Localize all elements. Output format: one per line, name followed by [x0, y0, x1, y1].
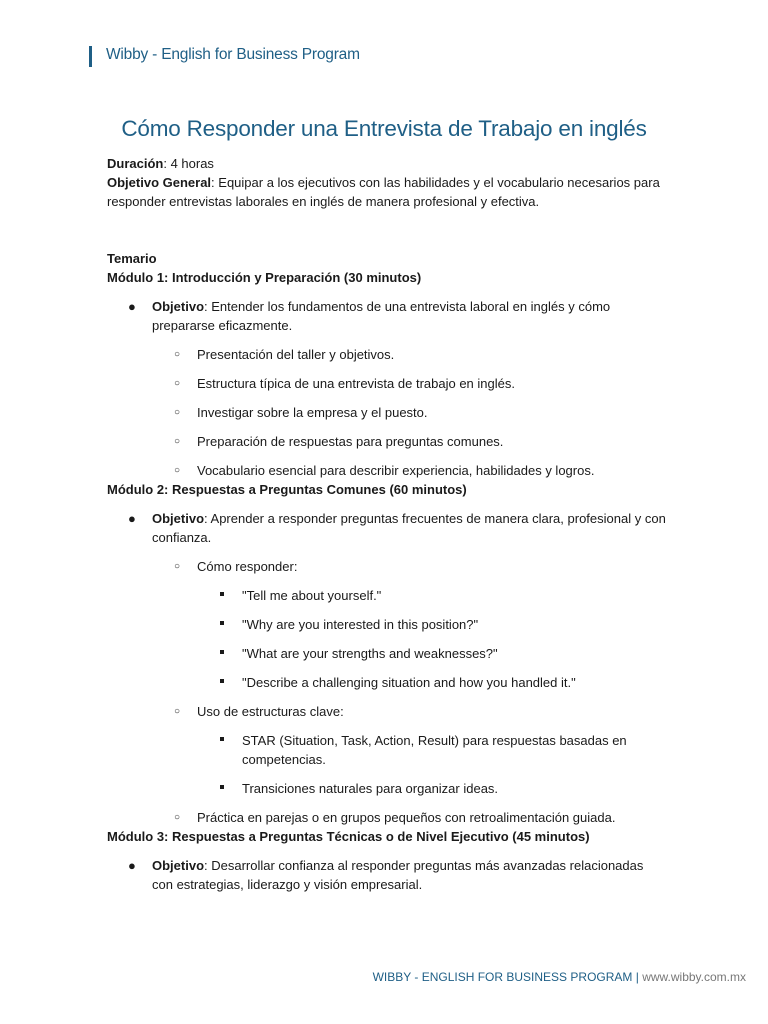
- list-subitem: STAR (Situation, Task, Action, Result) para respuestas basadas en competencias.: [107, 731, 667, 769]
- module-1-title: Módulo 1: Introducción y Preparación (30 minutos): [107, 270, 422, 285]
- bullet-icon: ●: [128, 511, 136, 526]
- page-footer: [373, 970, 746, 984]
- header-accent-bar: [89, 46, 92, 67]
- footer-separator: |: [632, 970, 643, 984]
- list-item: ○ Cómo responder:: [174, 559, 298, 574]
- module-1-objective: ● Objetivo: Entender los fundamentos de una entrevista laboral en inglés y cómo prepararse eficazmente.: [128, 299, 611, 333]
- duration-line: [107, 154, 667, 173]
- list-subitem: "Tell me about yourself.": [107, 586, 667, 605]
- list-item: ○ Uso de estructuras clave:: [174, 704, 344, 719]
- list-item: ○ Vocabulario esencial para describir experiencia, habilidades y logros.: [174, 463, 595, 478]
- header-title: Wibby - English for Business Program: [106, 46, 360, 63]
- list-item: ○ Preparación de respuestas para preguntas comunes.: [174, 434, 504, 449]
- list-item: ○ Investigar sobre la empresa y el puesto.: [174, 405, 428, 420]
- circle-bullet-icon: ○: [174, 349, 181, 360]
- duration-value: : 4 horas: [163, 156, 214, 171]
- module-3-objective: ● Objetivo: Desarrollar confianza al responder preguntas más avanzadas relacionadas con estrategias, liderazgo y visión empresarial.: [128, 858, 644, 892]
- objective-value: : Equipar a los ejecutivos con las habilidades y el vocabulario necesarios para responder entrevistas laborales en inglés de manera profesional y efectiva.: [107, 175, 660, 209]
- list-subitem: "Describe a challenging situation and how you handled it.": [107, 673, 667, 692]
- circle-bullet-icon: ○: [174, 378, 181, 389]
- circle-bullet-icon: ○: [174, 706, 181, 717]
- footer-url[interactable]: www.wibby.com.mx: [642, 970, 746, 984]
- square-bullet-icon: [220, 650, 224, 654]
- list-subitem: "What are your strengths and weaknesses?": [107, 644, 667, 663]
- square-bullet-icon: [220, 592, 224, 596]
- square-bullet-icon: [220, 737, 224, 741]
- document-title: Cómo Responder una Entrevista de Trabajo en inglés: [121, 116, 647, 141]
- objective-line: [107, 173, 667, 211]
- list-item: ○ Estructura típica de una entrevista de trabajo en inglés.: [174, 376, 515, 391]
- list-subitem: Transiciones naturales para organizar ideas.: [107, 779, 667, 798]
- bullet-icon: ●: [128, 299, 136, 314]
- circle-bullet-icon: ○: [174, 812, 181, 823]
- duration-label: Duración: [107, 156, 164, 171]
- square-bullet-icon: [220, 785, 224, 789]
- square-bullet-icon: [220, 679, 224, 683]
- footer-brand: WIBBY - ENGLISH FOR BUSINESS PROGRAM: [372, 970, 633, 984]
- document-body: [107, 154, 667, 894]
- circle-bullet-icon: ○: [174, 407, 181, 418]
- bullet-icon: ●: [128, 858, 136, 873]
- module-2-title: Módulo 2: Respuestas a Preguntas Comunes (60 minutos): [107, 482, 467, 497]
- list-item: ○ Presentación del taller y objetivos.: [174, 347, 395, 362]
- objective-label: Objetivo General: [107, 175, 212, 190]
- circle-bullet-icon: ○: [174, 436, 181, 447]
- module-3-title: Módulo 3: Respuestas a Preguntas Técnicas o de Nivel Ejecutivo (45 minutos): [107, 829, 590, 844]
- temario-heading: Temario: [107, 251, 157, 266]
- circle-bullet-icon: ○: [174, 561, 181, 572]
- circle-bullet-icon: ○: [174, 465, 181, 476]
- square-bullet-icon: [220, 621, 224, 625]
- module-2-objective: ● Objetivo: Aprender a responder preguntas frecuentes de manera clara, profesional y con confianza.: [128, 511, 666, 545]
- list-subitem: "Why are you interested in this position?": [107, 615, 667, 634]
- list-item: ○ Práctica en parejas o en grupos pequeños con retroalimentación guiada.: [174, 810, 616, 825]
